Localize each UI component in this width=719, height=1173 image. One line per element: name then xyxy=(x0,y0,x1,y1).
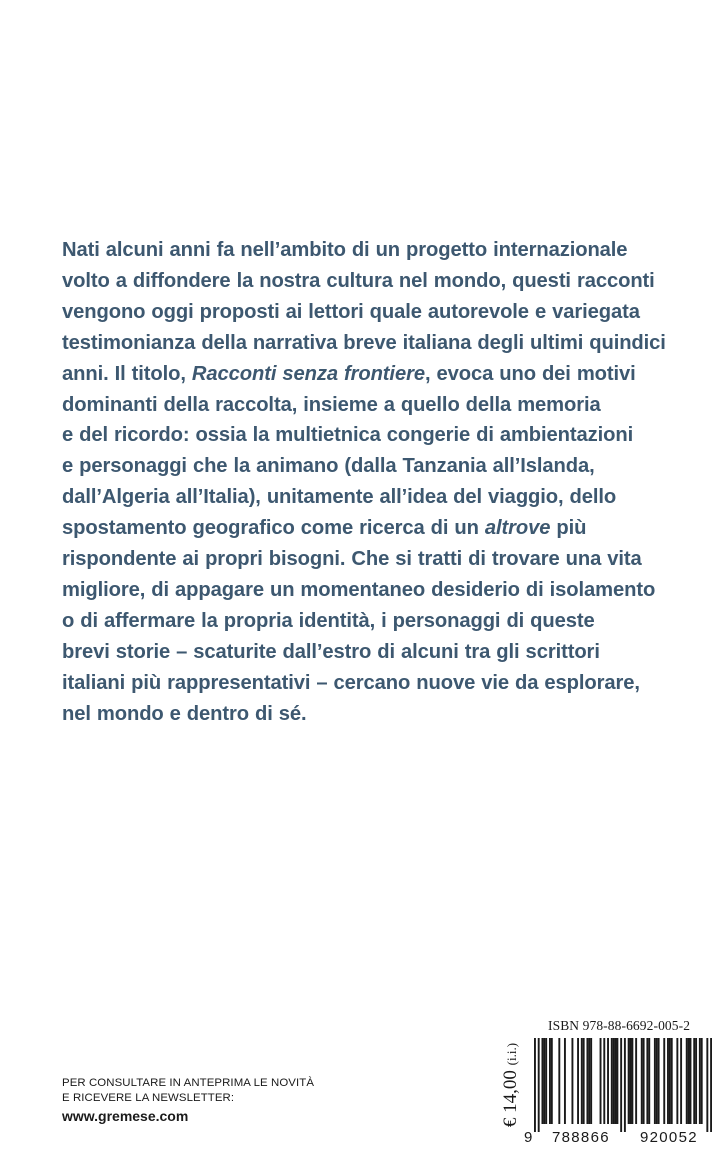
blurb-line xyxy=(62,328,702,359)
barcode-bar xyxy=(680,1038,682,1124)
blurb-text: Nati alcuni anni fa nell’ambito di un progetto internazionale xyxy=(62,239,628,261)
blurb-line xyxy=(62,390,702,421)
blurb-text: brevi storie – scaturite dall’estro di alcuni tra gli scrittori xyxy=(62,640,600,663)
blurb-text: e del ricordo: ossia la multietnica congerie di ambientazioni xyxy=(62,424,634,447)
blurb-line xyxy=(62,359,702,390)
barcode-bar xyxy=(577,1038,579,1124)
barcode-block xyxy=(495,1018,713,1152)
barcode-bar xyxy=(701,1038,703,1124)
barcode-bar xyxy=(667,1038,669,1124)
barcode-bar xyxy=(613,1038,615,1124)
barcode-bar xyxy=(611,1038,613,1124)
barcode-bar xyxy=(643,1038,645,1124)
blurb-text: migliore, di appagare un momentaneo desiderio di isolamento xyxy=(62,578,656,601)
barcode-bar xyxy=(624,1038,626,1132)
price-label xyxy=(495,1018,527,1152)
barcode-bar xyxy=(658,1038,660,1124)
barcode-bar xyxy=(690,1038,692,1124)
barcode-bar xyxy=(686,1038,688,1124)
barcode-bar xyxy=(646,1038,648,1124)
barcode-bar xyxy=(654,1038,656,1124)
blurb-text: testimonianza della narrativa breve italiana degli ultimi quindici xyxy=(62,331,666,354)
barcode-bar xyxy=(541,1038,543,1124)
blurb-text: e personaggi che la animano (dalla Tanzania all’Islanda, xyxy=(62,455,595,478)
barcode-bar xyxy=(628,1038,630,1124)
blurb-text: italiani più rappresentativi – cercano nuove vie da esplorare, xyxy=(62,671,640,694)
blurb-text: spostamento geografico come ricerca di un xyxy=(62,517,485,540)
barcode-bar xyxy=(710,1038,712,1132)
blurb-text: anni. Il titolo, xyxy=(62,362,192,385)
blurb-line xyxy=(62,297,702,328)
barcode-bar xyxy=(688,1038,690,1124)
price-note: (i.i.) xyxy=(504,1042,519,1066)
barcode-bar xyxy=(693,1038,695,1124)
price-value: € 14,00 xyxy=(500,1070,521,1128)
barcode-bar xyxy=(538,1038,540,1132)
barcode-bar xyxy=(695,1038,697,1124)
barcode-bar xyxy=(631,1038,633,1124)
barcode-bar xyxy=(630,1038,632,1124)
barcode-bar xyxy=(699,1038,701,1124)
barcode-bar xyxy=(603,1038,605,1124)
barcode-bar xyxy=(581,1038,583,1124)
isbn-label: ISBN 978-88-6692-005-2 xyxy=(548,1018,691,1033)
blurb-line xyxy=(62,451,702,482)
barcode-bar xyxy=(656,1038,658,1124)
back-cover-blurb xyxy=(62,235,702,730)
blurb-text: nel mondo e dentro di sé. xyxy=(62,702,307,725)
blurb-line xyxy=(62,482,702,513)
barcode-image xyxy=(534,1038,712,1132)
blurb-line xyxy=(62,420,702,451)
barcode-bar xyxy=(558,1038,560,1124)
blurb-line xyxy=(62,606,702,637)
blurb-text: o di affermare la propria identità, i personaggi di queste xyxy=(62,609,595,632)
barcode-bar xyxy=(676,1038,678,1124)
barcode-bar xyxy=(571,1038,573,1124)
barcode-bar xyxy=(583,1038,585,1124)
newsletter-line-2: E RICEVERE LA NEWSLETTER: xyxy=(62,1092,235,1104)
blurb-line xyxy=(62,575,702,606)
blurb-line xyxy=(62,637,702,668)
barcode-bar xyxy=(616,1038,618,1124)
blurb-text: dominanti della raccolta, insieme a quello della memoria xyxy=(62,393,601,416)
barcode-bar xyxy=(545,1038,547,1124)
barcode-first-digit: 9 xyxy=(524,1129,534,1146)
blurb-text: dall’Algeria all’Italia), unitamente all’idea del viaggio, dello xyxy=(62,486,617,509)
blurb-line xyxy=(62,266,702,297)
blurb-text: , evoca uno dei motivi xyxy=(424,362,636,385)
blurb-line xyxy=(62,513,702,544)
barcode-bar xyxy=(706,1038,708,1132)
barcode-bar xyxy=(607,1038,609,1124)
barcode-bar xyxy=(641,1038,643,1124)
blurb-text: volto a diffondere la nostra cultura nel mondo, questi racconti xyxy=(62,269,655,292)
blurb-line xyxy=(62,699,702,730)
blurb-line xyxy=(62,544,702,575)
blurb-line xyxy=(62,668,702,699)
blurb-italic-text: Racconti senza frontiere xyxy=(191,362,425,385)
blurb-text: rispondente ai propri bisogni. Che si tratti di trovare una vita xyxy=(62,548,642,571)
barcode-bar xyxy=(549,1038,551,1124)
blurb-text: più xyxy=(550,517,587,540)
barcode-bar xyxy=(543,1038,545,1124)
blurb-italic-text: altrove xyxy=(484,517,551,540)
barcode-bar xyxy=(588,1038,590,1124)
newsletter-notice xyxy=(62,1076,314,1125)
barcode-bar xyxy=(586,1038,588,1124)
blurb-line xyxy=(62,235,702,266)
barcode-bar xyxy=(551,1038,553,1124)
barcode-bar xyxy=(590,1038,592,1124)
barcode-bar xyxy=(615,1038,617,1124)
barcode-right-digits: 920052 xyxy=(640,1129,698,1146)
blurb-text: vengono oggi proposti ai lettori quale autorevole e variegata xyxy=(62,300,640,323)
barcode-bar xyxy=(600,1038,602,1124)
barcode-bar xyxy=(564,1038,566,1124)
barcode-bar xyxy=(671,1038,673,1124)
newsletter-line-1: PER CONSULTARE IN ANTEPRIMA LE NOVITÀ xyxy=(62,1077,315,1089)
barcode-bar xyxy=(648,1038,650,1124)
publisher-website[interactable]: www.gremese.com xyxy=(62,1108,189,1124)
barcode-left-digits: 788866 xyxy=(552,1129,610,1146)
barcode-bar xyxy=(620,1038,622,1132)
barcode-bar xyxy=(635,1038,637,1124)
barcode-bar xyxy=(669,1038,671,1124)
barcode-bar xyxy=(534,1038,536,1132)
barcode-bar xyxy=(663,1038,665,1124)
